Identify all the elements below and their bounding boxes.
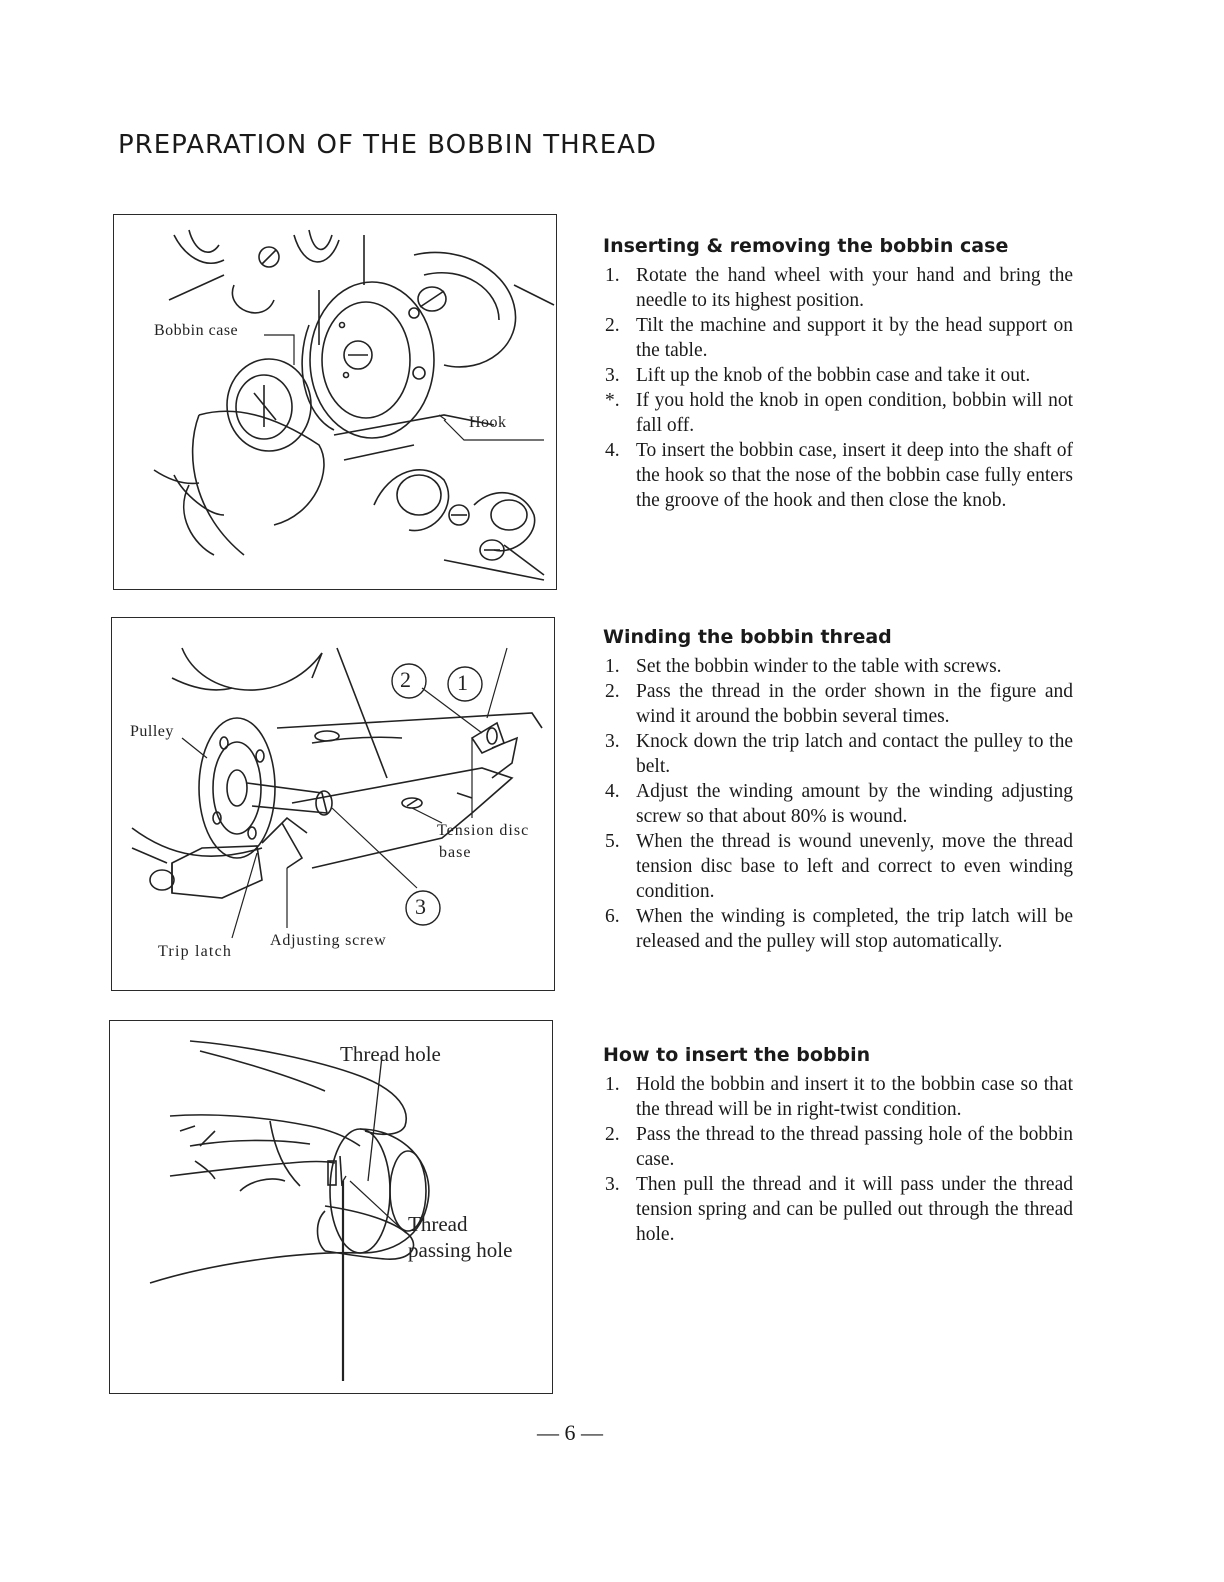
instruction-list bbox=[603, 263, 1073, 513]
list-marker: 1. bbox=[605, 1074, 620, 1095]
list-text: Pass the thread to the thread passing hole of the bobbin case. bbox=[636, 1124, 1073, 1170]
label-trip-latch: Trip latch bbox=[158, 943, 233, 960]
list-item bbox=[603, 1122, 1073, 1172]
marker-2: 2 bbox=[400, 667, 411, 692]
list-text: To insert the bobbin case, insert it deep into the shaft of the hook so that the nose of the bobbin case fully enters the groove of the hook and then close the knob. bbox=[636, 440, 1073, 511]
list-marker: 2. bbox=[605, 1124, 620, 1145]
list-text: Hold the bobbin and insert it to the bobbin case so that the thread will be in right-twist condition. bbox=[636, 1074, 1073, 1120]
list-text: Pass the thread in the order shown in the figure and wind it around the bobbin several times. bbox=[636, 681, 1073, 727]
page-number: — 6 — bbox=[537, 1420, 603, 1445]
label-thread-passing: Thread bbox=[408, 1212, 468, 1236]
list-text: If you hold the knob in open condition, bobbin will not fall off. bbox=[636, 390, 1073, 436]
section-heading: Winding the bobbin thread bbox=[603, 626, 892, 648]
list-marker: 6. bbox=[605, 906, 620, 927]
list-marker: 4. bbox=[605, 440, 620, 461]
list-item bbox=[603, 388, 1073, 438]
list-item bbox=[603, 1072, 1073, 1122]
list-item bbox=[603, 679, 1073, 729]
label-thread-hole: Thread hole bbox=[340, 1042, 441, 1066]
list-text: Rotate the hand wheel with your hand and bring the needle to its highest position. bbox=[636, 265, 1073, 311]
list-text: When the thread is wound unevenly, move the thread tension disc base to left and correct to even winding condition. bbox=[636, 831, 1073, 902]
list-marker: 3. bbox=[605, 1174, 620, 1195]
figure-bobbin-case-drawing bbox=[114, 215, 557, 590]
figure-bobbin-case bbox=[113, 214, 557, 590]
list-text: Then pull the thread and it will pass under the thread tension spring and can be pulled out through the thread hole. bbox=[636, 1174, 1073, 1245]
figure-insert-bobbin bbox=[109, 1020, 553, 1394]
list-text: Knock down the trip latch and contact the pulley to the belt. bbox=[636, 731, 1073, 777]
figure-insert-bobbin-drawing bbox=[110, 1021, 553, 1394]
list-text: Adjust the winding amount by the winding adjusting screw so that about 80% is wound. bbox=[636, 781, 1073, 827]
list-marker: 1. bbox=[605, 265, 620, 286]
label-tension-disc-base: base bbox=[439, 844, 472, 861]
list-item bbox=[603, 438, 1073, 513]
label-adjusting-screw: Adjusting screw bbox=[270, 932, 387, 949]
page-title: PREPARATION OF THE BOBBIN THREAD bbox=[118, 130, 657, 160]
list-marker: 3. bbox=[605, 365, 620, 386]
list-item bbox=[603, 1172, 1073, 1247]
list-text: Set the bobbin winder to the table with screws. bbox=[636, 656, 1002, 677]
label-passing-hole: passing hole bbox=[408, 1238, 513, 1262]
list-text: Tilt the machine and support it by the head support on the table. bbox=[636, 315, 1073, 361]
list-marker: 3. bbox=[605, 731, 620, 752]
marker-3: 3 bbox=[415, 894, 426, 919]
list-marker: 4. bbox=[605, 781, 620, 802]
list-marker: 1. bbox=[605, 656, 620, 677]
section-inserting-removing bbox=[603, 235, 1073, 513]
list-marker: 2. bbox=[605, 681, 620, 702]
list-item bbox=[603, 904, 1073, 954]
label-tension-disc: Tension disc bbox=[437, 822, 530, 839]
instruction-list bbox=[603, 654, 1073, 954]
list-marker: *. bbox=[605, 390, 620, 411]
list-marker: 2. bbox=[605, 315, 620, 336]
list-item bbox=[603, 263, 1073, 313]
label-pulley: Pulley bbox=[130, 723, 174, 740]
section-insert-bobbin bbox=[603, 1044, 1073, 1247]
section-winding bbox=[603, 626, 1073, 954]
list-item bbox=[603, 363, 1073, 388]
section-heading: Inserting & removing the bobbin case bbox=[603, 235, 1009, 257]
list-item bbox=[603, 829, 1073, 904]
list-text: When the winding is completed, the trip latch will be released and the pulley will stop automatically. bbox=[636, 906, 1073, 952]
list-item bbox=[603, 779, 1073, 829]
list-text: Lift up the knob of the bobbin case and take it out. bbox=[636, 365, 1031, 386]
label-hook: Hook bbox=[469, 414, 507, 431]
list-item bbox=[603, 729, 1073, 779]
label-bobbin-case: Bobbin case bbox=[154, 322, 239, 339]
marker-1: 1 bbox=[457, 670, 468, 695]
instruction-list bbox=[603, 1072, 1073, 1247]
section-heading: How to insert the bobbin bbox=[603, 1044, 871, 1066]
list-item bbox=[603, 313, 1073, 363]
figure-bobbin-winder bbox=[111, 617, 555, 991]
list-item bbox=[603, 654, 1073, 679]
list-marker: 5. bbox=[605, 831, 620, 852]
